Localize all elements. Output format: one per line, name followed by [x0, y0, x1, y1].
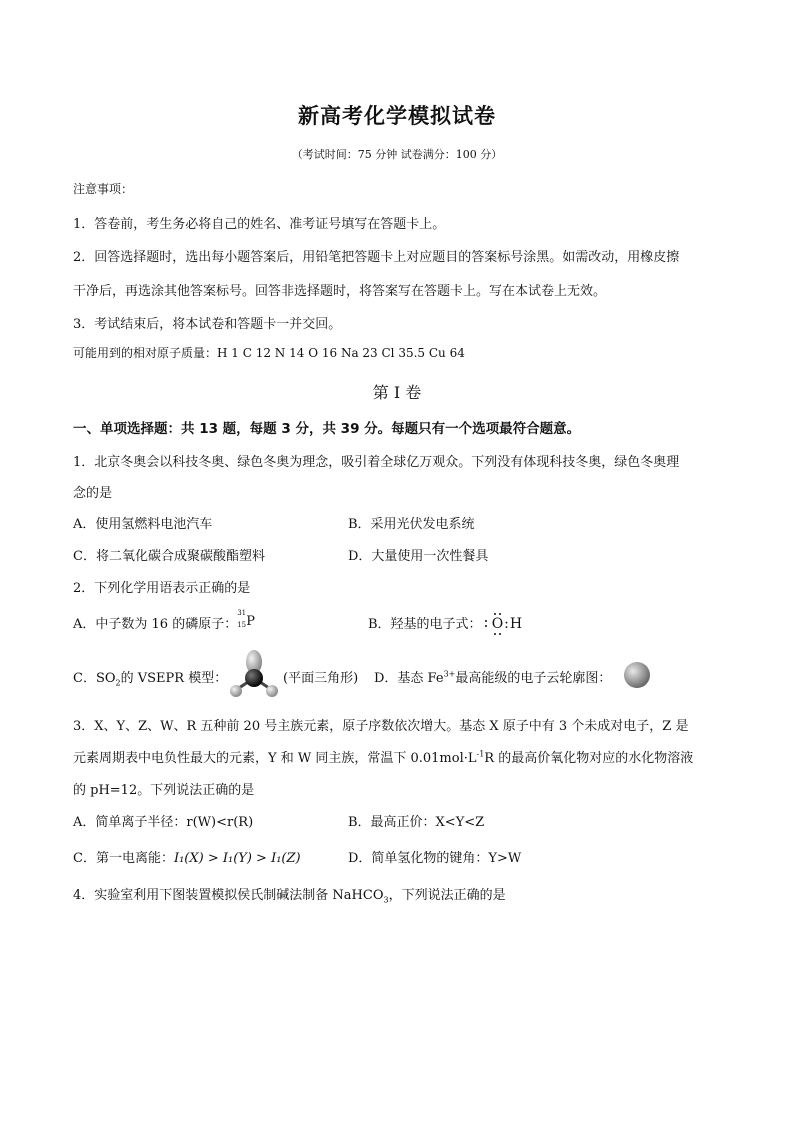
- notice-item-2-continued: 干净后，再选涂其他答案标号。回答非选择题时，将答案写在答题卡上。写在本试卷上无效。: [73, 284, 607, 299]
- q2-option-c-text-pre: C．SO: [73, 671, 116, 686]
- hydroxyl-formula: O:H: [491, 616, 524, 632]
- ionization-energy-expression: I₁(X) > I₁(Y) > I₁(Z): [173, 851, 301, 866]
- q1-stem-line1: 1．北京冬奥会以科技冬奥、绿色冬奥为理念，吸引着全球亿万观众。下列没有体现科技冬奥，绿色冬奥理: [73, 455, 680, 470]
- q2-option-d: [374, 667, 611, 686]
- q3-option-d: D．简单氢化物的键角：Y>W: [348, 851, 522, 866]
- notice-heading: 注意事项：: [73, 182, 134, 196]
- atomic-masses: 可能用到的相对原子质量：H 1 C 12 N 14 O 16 Na 23 Cl 35.5 Cu 64: [73, 346, 465, 360]
- element-symbol: P: [246, 614, 255, 629]
- vsepr-model-icon: [226, 650, 282, 700]
- q3-stem-line2: [73, 747, 693, 766]
- q2-option-b: [368, 613, 523, 632]
- q2-option-a-text: A．中子数为 16 的磷原子：: [73, 617, 238, 632]
- q2-option-d-text-pre: D．基态 Fe: [374, 671, 444, 686]
- q3-option-a: A．简单离子半径：r(W)<r(R): [73, 815, 254, 830]
- q1-option-d: D．大量使用一次性餐具: [348, 549, 489, 564]
- part-title: 第 I 卷: [372, 383, 422, 402]
- q4-stem-pre: 4．实验室利用下图装置模拟侯氏制碱法制备 NaHCO: [73, 888, 384, 903]
- atomic-number: 15: [237, 621, 247, 629]
- hydroxyl-lewis-structure: [486, 616, 523, 632]
- q3-stem-line3: 的 pH=12。下列说法正确的是: [73, 783, 255, 798]
- q1-option-a: A．使用氢燃料电池汽车: [73, 517, 213, 532]
- page-title: 新高考化学模拟试卷: [298, 104, 496, 128]
- electron-cloud-sphere-icon: [624, 662, 650, 688]
- q3-unit-exponent: -1: [476, 749, 485, 759]
- q2-option-b-text: B．羟基的电子式：: [368, 617, 482, 632]
- q1-stem-line2: 念的是: [73, 486, 113, 501]
- section-heading: 一、单项选择题：共 13 题，每题 3 分，共 39 分。每题只有一个选项最符合题意。: [73, 421, 581, 437]
- q2-option-c-text-post: 的 VSEPR 模型：: [120, 671, 228, 686]
- q3-stem-line2-post: R 的最高价氧化物对应的水化物溶液: [484, 751, 694, 766]
- q2-option-c: [73, 667, 227, 688]
- exam-time-info: （考试时间：75 分钟 试卷满分：100 分）: [291, 148, 503, 161]
- q2-option-d-text-post: 最高能级的电子云轮廓图：: [455, 671, 612, 686]
- q3-stem-line1: 3．X、Y、Z、W、R 五种前 20 号主族元素，原子序数依次增大。基态 X 原子中有 3 个未成对电子，Z 是: [73, 719, 689, 734]
- fe-charge: 3+: [443, 669, 456, 679]
- notice-item-3: 3．考试结束后，将本试卷和答题卡一并交回。: [73, 317, 342, 332]
- q2-stem: 2．下列化学用语表示正确的是: [73, 581, 251, 596]
- q3-stem-line2-pre: 元素周期表中电负性最大的元素，Y 和 W 同主族，常温下 0.01mol·L: [73, 751, 477, 766]
- q4-subscript: 3: [383, 895, 389, 905]
- q2-option-c-note: (平面三角形): [283, 671, 359, 686]
- q1-option-b: B．采用光伏发电系统: [348, 517, 475, 532]
- q4-stem-post: ，下列说法正确的是: [388, 888, 506, 903]
- mass-number: 31: [237, 609, 247, 617]
- q3-option-b: B．最高正价：X<Y<Z: [348, 815, 485, 830]
- q3-option-c-text: C．第一电离能：: [73, 851, 174, 866]
- q3-option-c: [73, 847, 301, 866]
- so2-subscript: 2: [115, 678, 121, 688]
- q4-stem: [73, 884, 506, 905]
- notice-item-1: 1．答卷前，考生务必将自己的姓名、准考证号填写在答题卡上。: [73, 217, 446, 232]
- phosphorus-nuclide: [237, 609, 255, 630]
- top-lone-pair-dots-icon: [490, 610, 506, 618]
- notice-item-2: 2．回答选择题时，选出每小题答案后，用铅笔把答题卡上对应题目的答案标号涂黑。如需改动，用橡皮擦: [73, 250, 680, 265]
- q2-option-a: [73, 609, 255, 632]
- bottom-lone-pair-dots-icon: [490, 630, 506, 638]
- q1-option-c: C．将二氧化碳合成聚碳酸酯塑料: [73, 549, 265, 564]
